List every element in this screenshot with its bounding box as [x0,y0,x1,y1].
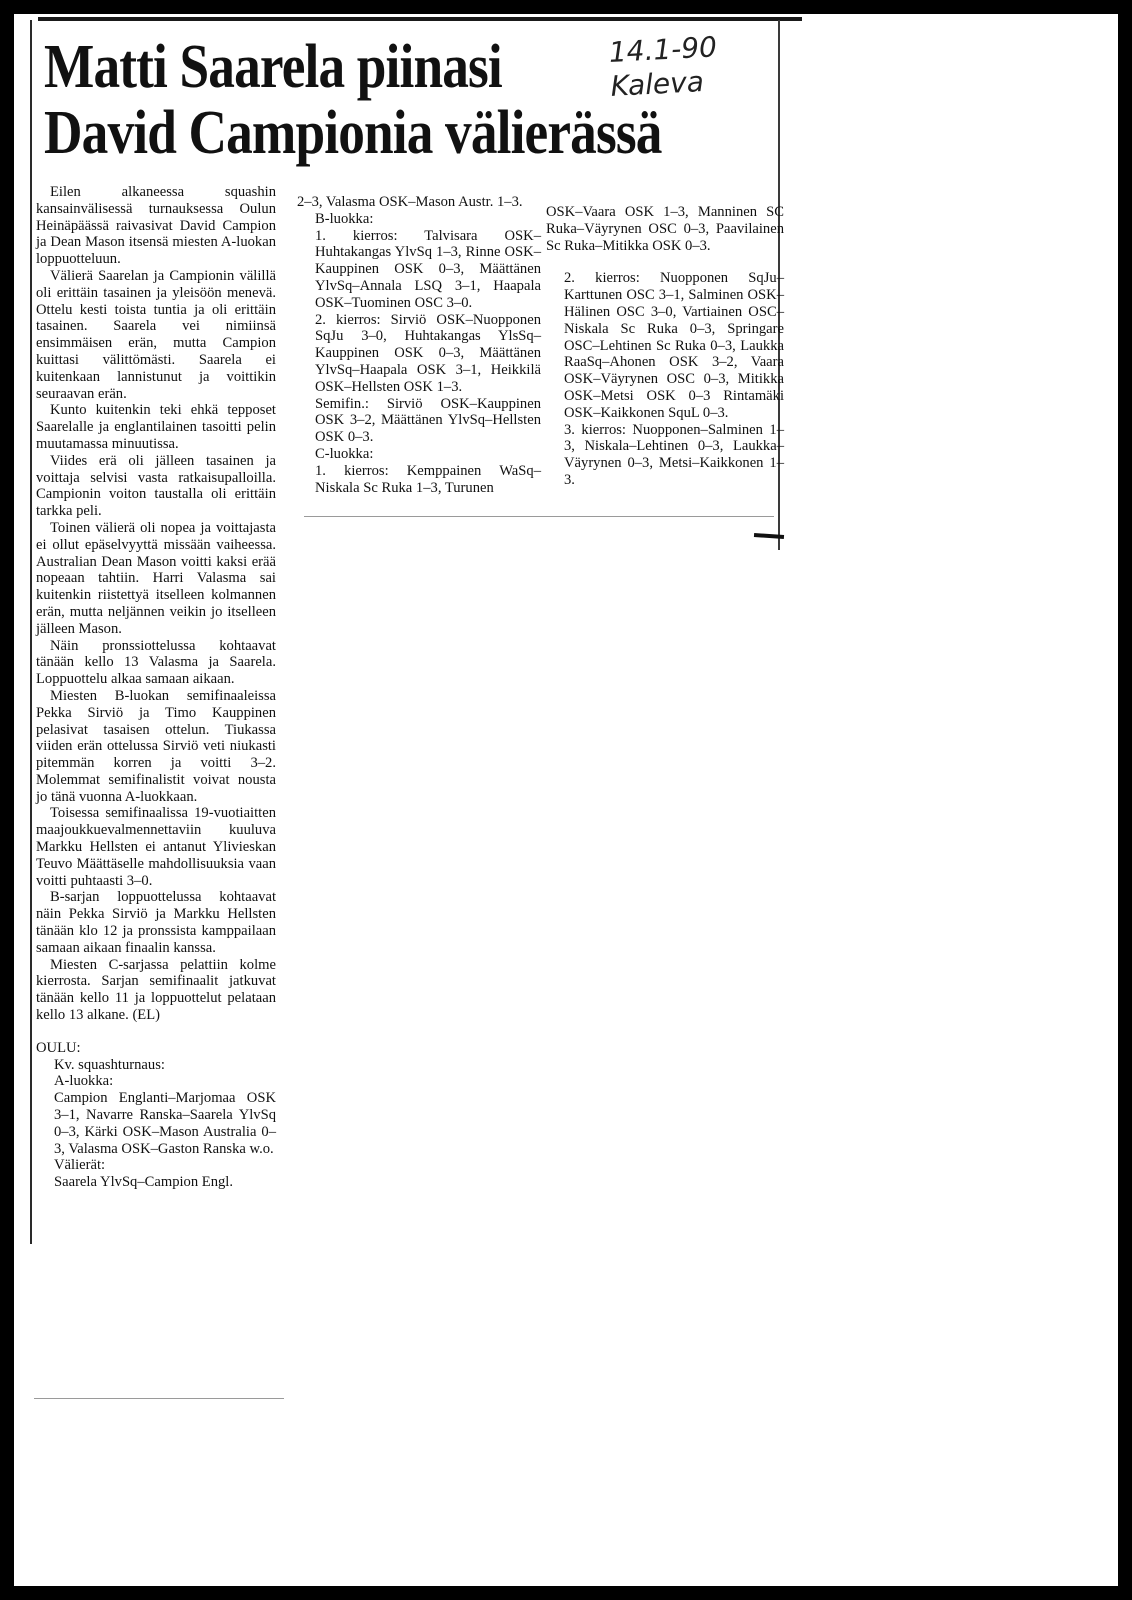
b-semifinals: Semifin.: Sirviö OSK–Kauppinen OSK 3–2, Määttänen YlvSq–Hellsten OSK 0–3. [315,395,541,446]
results-continuation: 2–3, Valasma OSK–Mason Austr. 1–3. [297,194,523,210]
b-round-2: 2. kierros: Sirviö OSK–Nuopponen SqJu 3–0, Huhtakangas YlsSq–Kauppinen OSK 0–3, Määttänen YlvSq–Haapala OSK 3–1, Heikkilä OSK–Hellsten OSK 1–3. [315,311,541,395]
results-continuation: OSK–Vaara OSK 1–3, Manninen SC Ruka–Väyrynen OSC 0–3, Paavilainen Sc Ruka–Mitikka OSK 0–3. [546,204,784,254]
end-mark [754,533,784,539]
c-round-2: 2. kierros: Nuopponen SqJu–Karttunen OSC 3–1, Salminen OSK–Hälinen OSC 3–0, Vartiainen OSC–Niskala Sc Ruka 0–3, Springare OSC–Lehtinen Sc Ruka 0–3, Laukka RaaSq–Ahonen OSK 3–2, Vaara OSK–Väyrynen OSC 0–3, Mitikka OSK–Metsi OSK 0–3 Rintamäki OSK–Kaikkonen SquL 0–3. [564,270,784,421]
top-rule [38,17,802,21]
b-class-label: B-luokka: [315,210,374,227]
c-round-3: 3. kierros: Nuopponen–Salminen 1–3, Niskala–Lehtinen 0–3, Laukka–Väyrynen 0–3, Metsi–Kaikkonen 1–3. [564,421,784,488]
headline-line-2: David Campionia välierässä [44,99,662,167]
article-paragraph: B-sarjan loppuottelussa kohtaavat näin Pekka Sirviö ja Markku Hellsten tänään klo 12 ja pronssista kamppailaan samaan aikaan finaalin kanssa. [36,889,276,956]
handwritten-note [608,30,719,104]
article-paragraph: Näin pronssiottelussa kohtaavat tänään kello 13 Valasma ja Saarela. Loppuottelu alkaa samaan aikaan. [36,637,276,688]
a-class-label: A-luokka: [54,1073,114,1090]
results-city: OULU: [36,1039,81,1056]
handwritten-date: 14.1-90 [608,30,718,69]
results-section [36,1040,276,1191]
results-column-2 [297,194,541,496]
article-column-1 [36,184,276,1191]
left-rule [30,20,32,1244]
clipping-page [14,14,1118,1586]
a-class-results: Campion Englanti–Marjomaa OSK 3–1, Navarre Ranska–Saarela YlvSq 0–3, Kärki OSK–Mason Australia 0–3, Valasma OSK–Gaston Ranska w.o. [54,1090,276,1157]
results-event: Kv. squashturnaus: [54,1056,165,1073]
article-paragraph: Viides erä oli jälleen tasainen ja voittaja selvisi vasta ratkaisupalloilla. Campionin voiton taustalla oli erittäin tarkka peli. [36,452,276,520]
article-paragraph: Eilen alkaneessa squashin kansainvälisessä turnauksessa Oulun Heinäpäässä raivasivat David Campion ja Dean Mason itsensä miesten A-luokan loppuotteluun. [36,184,276,268]
article-paragraph: Toisessa semifinaalissa 19-vuotiaitten maajoukkuevalmennettaviin kuuluva Markku Hellsten ei antanut Ylivieskan Teuvo Määttäselle mahdollisuuksia vaan voitti puhtaasti 3–0. [36,805,276,889]
semis-results: Saarela YlvSq–Campion Engl. [54,1174,234,1191]
article-paragraph: Miesten B-luokan semifinaaleissa Pekka Sirviö ja Timo Kauppinen pelasivat tasaisen ottelun. Tiukassa viiden erän ottelussa Sirviö veti niukasti pitemmän korren ja voitti 3–2. Molemmat semifinalistit voivat nousta jo tänä vuonna A-luokkaan. [36,687,276,805]
headline [44,34,663,166]
results-column-3 [546,204,784,489]
column-divider [304,516,774,517]
c-class-label: C-luokka: [315,445,374,462]
c-round-1: 1. kierros: Kemppainen WaSq–Niskala Sc Ruka 1–3, Turunen [315,462,541,496]
article-paragraph: Toinen välierä oli nopea ja voittajasta ei ollut epäselvyyttä missään vaiheessa. Australian Dean Mason voitti kaksi erää nopeaan tahtiin. Harri Valasma sai kuitenkin riistettyä itselleen kolmannen erän, mutta neljännen veikin jo itselleen jälleen Mason. [36,519,276,637]
bottom-divider [34,1398,284,1399]
article-paragraph: Miesten C-sarjassa pelattiin kolme kierrosta. Sarjan semifinaalit jatkuvat tänään kello 11 ja loppuottelut pelataan kello 13 alkane. (EL) [36,956,276,1024]
handwritten-source: Kaleva [609,65,705,103]
headline-line-1: Matti Saarela piinasi [44,33,502,101]
b-round-1: 1. kierros: Talvisara OSK–Huhtakangas YlvSq 1–3, Rinne OSK–Kauppinen OSK 0–3, Määttänen YlvSq–Annala LSQ 3–1, Haapala OSK–Tuominen OSC 3–0. [315,227,541,311]
semis-label: Välierät: [54,1157,106,1174]
article-paragraph: Välierä Saarelan ja Campionin välillä oli erittäin tasainen ja yleisöön menevä. Ottelu kesti toista tuntia ja oli erittäin tasainen. Saarela vei nimiinsä ensimmäisen erän, mutta Campion kuittasi välittömästi. Saarela ei kuitenkaan lannistunut ja voittikin seuraavan erän. [36,267,276,402]
article-paragraph: Kunto kuitenkin teki ehkä tepposet Saarelalle ja englantilainen tasoitti pelin muutamassa minuutissa. [36,402,276,452]
